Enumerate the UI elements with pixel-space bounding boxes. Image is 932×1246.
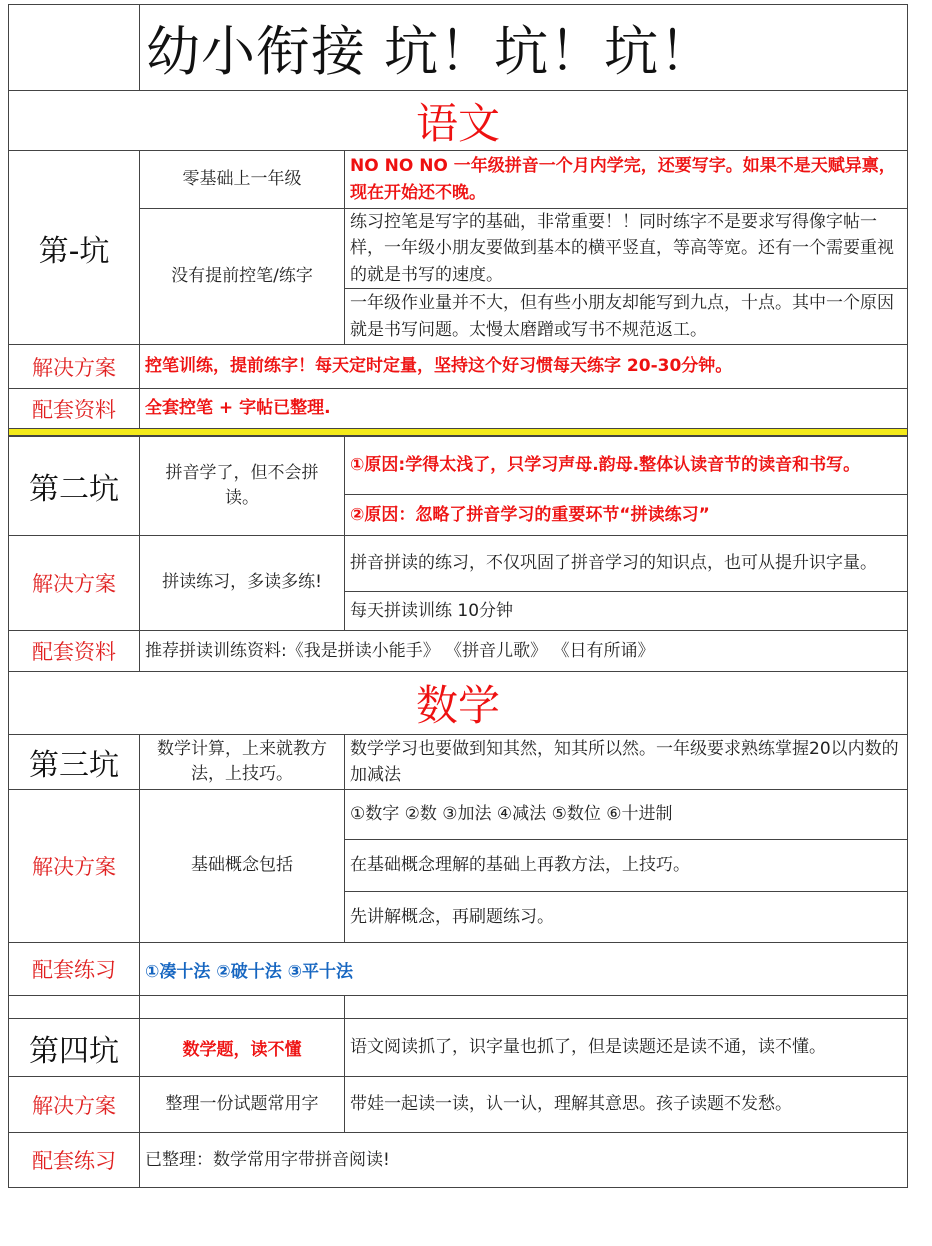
pit3-label: 第三坑	[8, 734, 139, 789]
pit3-solution-text-c: 先讲解概念，再刷题练习。	[344, 891, 908, 942]
pit3-solution-mid: 基础概念包括	[139, 789, 344, 942]
pit2-solution-text-b: 每天拼读训练 10分钟	[344, 591, 908, 630]
pit1-solution-label: 解决方案	[8, 344, 139, 388]
title-blank-cell	[8, 4, 139, 90]
pit1-solution-text: 控笔训练，提前练字！每天定时定量，坚持这个好习惯每天练字 20-30分钟。	[139, 344, 908, 388]
pit1-label: 第-坑	[8, 150, 139, 344]
pit4-solution-label: 解决方案	[8, 1076, 139, 1132]
pit4-practice-label: 配套练习	[8, 1132, 139, 1188]
pit3-solution-text-a: ①数字 ②数 ③加法 ④减法 ⑤数位 ⑥十进制	[344, 789, 908, 839]
pit1-material-text: 全套控笔 + 字帖已整理.	[139, 388, 908, 428]
pit3-practice-text: ①凑十法 ②破十法 ③平十法	[139, 942, 908, 995]
spacer-cell	[344, 995, 908, 1018]
section-divider	[8, 428, 908, 436]
page-title: 幼小衔接 坑！坑！坑！	[139, 4, 908, 90]
pit1-row1-mid: 零基础上一年级	[139, 150, 344, 208]
pit2-mid: 拼音学了，但不会拼读。	[139, 436, 344, 535]
spacer-cell	[139, 995, 344, 1018]
pit4-practice-text: 已整理：数学常用字带拼音阅读!	[139, 1132, 908, 1188]
pit1-row2-text-a: 练习控笔是写字的基础，非常重要！！同时练字不是要求写得像字帖一样，一年级小朋友要做到基本的横平竖直，等高等宽。还有一个需要重视的就是书写的速度。	[344, 208, 908, 288]
pit2-solution-mid: 拼读练习，多读多练!	[139, 535, 344, 630]
pit3-solution-text-b: 在基础概念理解的基础上再教方法，上技巧。	[344, 839, 908, 891]
pit4-solution-mid: 整理一份试题常用字	[139, 1076, 344, 1132]
pit1-row1-text: NO NO NO 一年级拼音一个月内学完，还要写字。如果不是天赋异禀，现在开始还不晚。	[344, 150, 908, 208]
pit4-solution-text: 带娃一起读一读，认一认，理解其意思。孩子读题不发愁。	[344, 1076, 908, 1132]
pit4-text: 语文阅读抓了，识字量也抓了，但是读题还是读不通，读不懂。	[344, 1018, 908, 1076]
pit2-solution-text-a: 拼音拼读的练习，不仅巩固了拼音学习的知识点，也可从提升识字量。	[344, 535, 908, 591]
section-title-math: 数学	[8, 671, 908, 734]
pit1-row2-mid: 没有提前控笔/练字	[139, 208, 344, 344]
pit2-material-label: 配套资料	[8, 630, 139, 671]
pit3-text: 数学学习也要做到知其然，知其所以然。一年级要求熟练掌握20以内数的加减法	[344, 734, 908, 789]
pit4-mid: 数学题，读不懂	[139, 1018, 344, 1076]
pit3-practice-label: 配套练习	[8, 942, 139, 995]
section-title-chinese: 语文	[8, 90, 908, 150]
pit1-row2-text-b: 一年级作业量并不大，但有些小朋友却能写到九点，十点。其中一个原因就是书写问题。太慢太磨蹭或写书不规范返工。	[344, 288, 908, 344]
pit2-reason2: ②原因：忽略了拼音学习的重要环节“拼读练习”	[344, 494, 908, 535]
pitfall-table	[8, 4, 908, 1188]
pit3-mid: 数学计算，上来就教方法，上技巧。	[139, 734, 344, 789]
pit2-reason1: ①原因:学得太浅了，只学习声母.韵母.整体认读音节的读音和书写。	[344, 436, 908, 494]
spacer-cell	[8, 995, 139, 1018]
pit4-label: 第四坑	[8, 1018, 139, 1076]
pit1-material-label: 配套资料	[8, 388, 139, 428]
pit2-material-text: 推荐拼读训练资料:《我是拼读小能手》 《拼音儿歌》 《日有所诵》	[139, 630, 908, 671]
pit3-solution-label: 解决方案	[8, 789, 139, 942]
pit2-label: 第二坑	[8, 436, 139, 535]
pit2-solution-label: 解决方案	[8, 535, 139, 630]
